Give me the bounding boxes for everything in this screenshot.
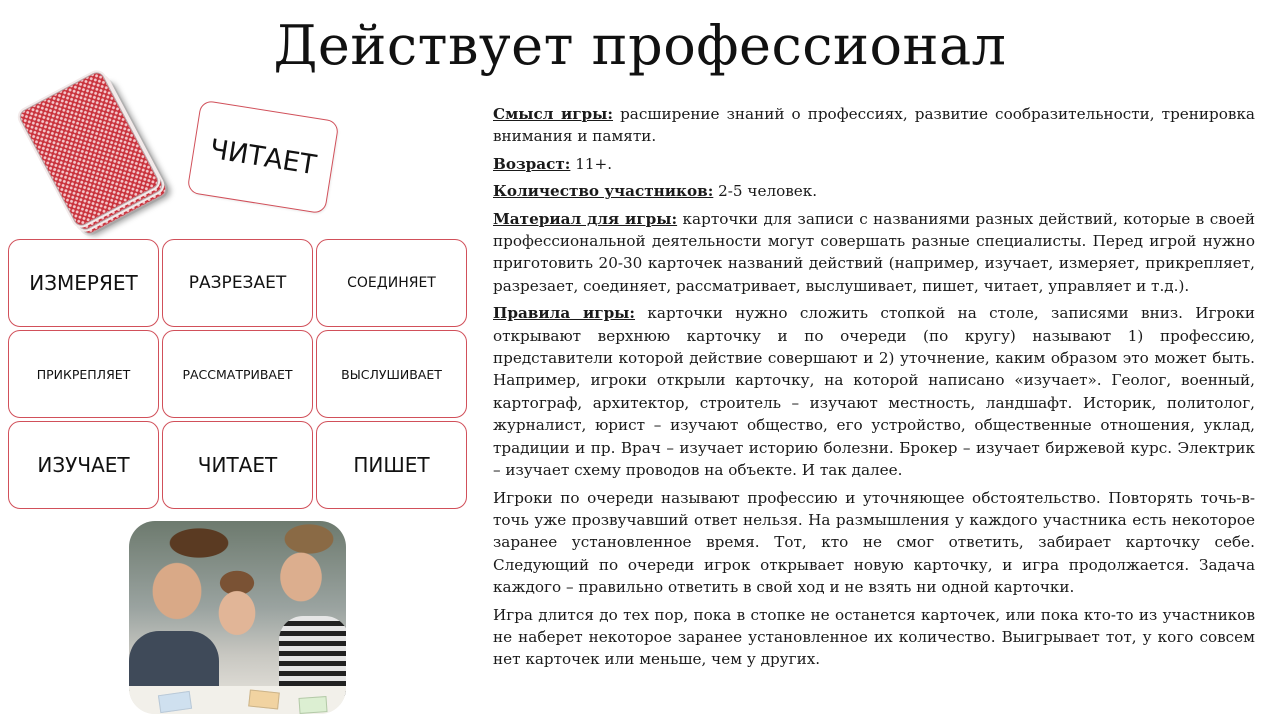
action-card: ПРИКРЕПЛЯЕТ bbox=[8, 330, 159, 418]
age-text: 11+. bbox=[570, 154, 613, 173]
action-card: ИЗУЧАЕТ bbox=[8, 421, 159, 509]
featured-card: ЧИТАЕТ bbox=[187, 100, 340, 215]
card-deck-image bbox=[10, 70, 180, 230]
rules-paragraph bbox=[493, 302, 1255, 481]
age-paragraph bbox=[493, 153, 1255, 175]
game-description bbox=[493, 103, 1255, 676]
participants-paragraph bbox=[493, 180, 1255, 202]
action-card: ВЫСЛУШИВАЕТ bbox=[316, 330, 467, 418]
material-label: Материал для игры: bbox=[493, 209, 678, 228]
rules-text: карточки нужно сложить стопкой на столе, записями вниз. Игроки открывают верхнюю карточку и по очереди (по кругу) называют 1) профессию, представители которой действие совершают и 2) уточнение, каким образом это может быть. Например, игроки открыли карточку, на которой написано «изучает». Геолог, военный, картограф, архитектор, строитель – изучают местность, ландшафт. Историк, политолог, журналист, юрист – изучают общество, его устройство, общественные отношения, уклад, традиции и пр. Врач – изучает историю болезни. Брокер – изучает биржевой курс. Электрик – изучает схему проводов на объекте. И так далее. bbox=[493, 304, 1255, 480]
photo-detail bbox=[279, 616, 346, 696]
photo-detail bbox=[298, 696, 327, 714]
action-card: ЧИТАЕТ bbox=[162, 421, 313, 509]
ending-paragraph: Игра длится до тех пор, пока в стопке не останется карточек, или пока кто-то из участников не наберет некоторое заранее установленное их количество. Выигрывает тот, у кого совсем нет карточек или меньше, чем у других. bbox=[493, 605, 1255, 669]
page-title: Действует профессионал bbox=[273, 14, 1007, 77]
gameplay-paragraph: Игроки по очереди называют профессию и уточняющее обстоятельство. Повторять точь-в-точь уже прозвучавший ответ нельзя. На размышления у каждого участника есть некоторое заранее установленное время. Тот, кто не смог ответить, забирает карточку себе. Следующий по очереди игрок открывает новую карточку, и игра продолжается. Задача каждого – правильно ответить в свой ход и не взять ни одной карточки. bbox=[493, 488, 1255, 597]
meaning-label: Смысл игры: bbox=[493, 105, 614, 123]
action-card: РАЗРЕЗАЕТ bbox=[162, 239, 313, 327]
action-card: ПИШЕТ bbox=[316, 421, 467, 509]
material-text: карточки для записи с названиями разных действий, которые в своей профессиональной деятельности могут совершать разные специалисты. Перед игрой нужно приготовить 20-30 карточек названий действий (например, изучает, измеряет, прикрепляет, разрезает, соединяет, рассматривает, выслушивает, пишет, читает, управляет и т.д.). bbox=[493, 209, 1256, 295]
age-label: Возраст: bbox=[493, 154, 571, 173]
meaning-text: расширение знаний о профессиях, развитие сообразительности, тренировка внимания и памяти. bbox=[493, 105, 1255, 146]
participants-label: Количество участников: bbox=[493, 182, 714, 201]
meaning-paragraph bbox=[493, 103, 1255, 148]
rules-label: Правила игры: bbox=[493, 304, 636, 323]
action-cards-grid bbox=[8, 239, 467, 509]
action-card: СОЕДИНЯЕТ bbox=[316, 239, 467, 327]
material-paragraph bbox=[493, 208, 1255, 298]
photo-detail bbox=[129, 631, 219, 691]
action-card: ИЗМЕРЯЕТ bbox=[8, 239, 159, 327]
action-card: РАССМАТРИВАЕТ bbox=[162, 330, 313, 418]
children-playing-cards-photo bbox=[129, 521, 346, 714]
participants-text: 2-5 человек. bbox=[713, 182, 818, 201]
photo-detail bbox=[248, 689, 280, 709]
